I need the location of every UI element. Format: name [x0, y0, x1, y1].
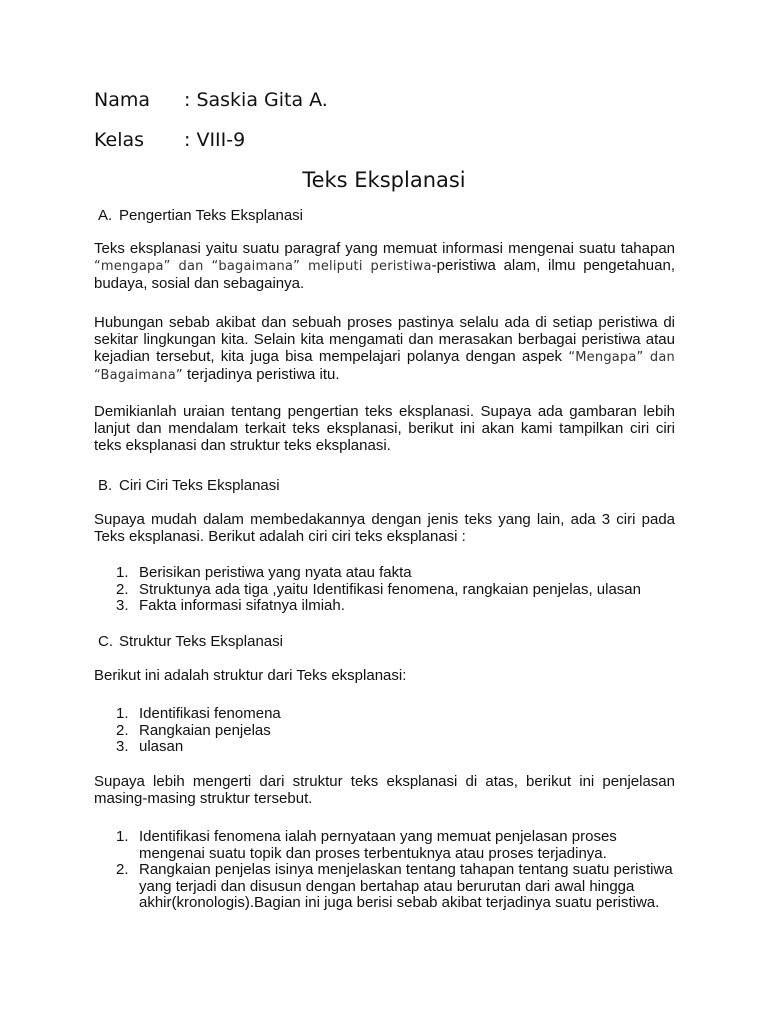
list-item: [116, 829, 676, 862]
student-name-row: [94, 89, 328, 111]
quoted-text: “Mengapa” dan “Bagaimana”: [94, 350, 675, 383]
list-item-text: Identifikasi fenomena: [139, 705, 281, 722]
list-number: 1.: [116, 705, 129, 722]
list-number: 3.: [116, 738, 129, 755]
class-value: : VIII-9: [184, 129, 246, 151]
list-item: [116, 739, 676, 756]
list-item-text: Rangkaian penjelas: [139, 721, 271, 739]
list-item: [116, 565, 676, 582]
paragraph-explanation-intro: Supaya lebih mengerti dari struktur teks eksplanasi di atas, berikut ini penjelasan masing-masing struktur tersebut.: [94, 773, 675, 807]
list-item: [116, 723, 676, 740]
paragraph-cause-effect: [94, 314, 675, 384]
list-item-text: Fakta informasi sifatnya ilmiah.: [139, 597, 345, 614]
section-a-heading: [98, 207, 303, 224]
paragraph-characteristics-intro: Supaya mudah dalam membedakannya dengan jenis teks yang lain, ada 3 ciri pada Teks eksplanasi. Berikut adalah ciri ciri teks eksplanasi :: [94, 511, 675, 545]
list-number: 2.: [116, 721, 129, 739]
paragraph-text: -peristiwa alam, ilmu pengetahuan, budaya, sosial dan sebagainya.: [94, 257, 675, 292]
student-class-row: [94, 129, 245, 151]
section-a-mark: A.: [98, 207, 113, 224]
paragraph-definition: [94, 240, 675, 292]
structure-explanation-list: [116, 829, 676, 912]
paragraph-text: Teks eksplanasi yaitu suatu paragraf yang memuat informasi mengenai suatu tahapan: [94, 240, 675, 257]
list-number: 1.: [116, 564, 129, 581]
name-value: : Saskia Gita A.: [184, 89, 328, 111]
section-a-title: Pengertian Teks Eksplanasi: [119, 207, 303, 224]
list-item-text: ulasan: [139, 738, 184, 755]
paragraph-conclusion: Demikianlah uraian tentang pengertian teks eksplanasi. Supaya ada gambaran lebih lanjut dan mendalam terkait teks eksplanasi, berikut ini akan kami tampilkan ciri ciri teks eksplanasi dan struktur teks eksplanasi.: [94, 403, 675, 454]
list-number: 3.: [116, 597, 129, 614]
section-b-heading: [98, 477, 280, 494]
section-c-heading: [98, 633, 283, 650]
list-item: [116, 598, 676, 615]
list-item: [116, 706, 676, 723]
section-c-mark: C.: [98, 633, 113, 650]
paragraph-text: terjadinya peristiwa itu.: [182, 366, 340, 383]
list-item: [116, 862, 676, 912]
quoted-text: “mengapa” dan “bagaimana” meliputi peristiwa: [94, 259, 432, 274]
paragraph-text: Hubungan sebab akibat dan sebuah proses pastinya selalu ada di setiap peristiwa di sekitar lingkungan kita. Selain kita mengamati dan merasakan berbagai peristiwa atau kejadian tersebut, kita juga bisa mempelajari polanya dengan aspek: [94, 314, 675, 365]
name-label: Nama: [94, 89, 151, 111]
list-number: 2.: [116, 861, 129, 878]
list-item-text: Berisikan peristiwa yang nyata atau fakta: [139, 564, 412, 581]
paragraph-structure-intro: Berikut ini adalah struktur dari Teks eksplanasi:: [94, 667, 407, 684]
list-number: 2.: [116, 580, 129, 598]
document-title: Teks Eksplanasi: [302, 168, 466, 192]
section-b-mark: B.: [98, 477, 113, 494]
characteristics-list: [116, 565, 676, 615]
class-label: Kelas: [94, 129, 145, 151]
list-item-text: Identifikasi fenomena ialah pernyataan yang memuat penjelasan proses mengenai suatu topik dan proses terbentuknya atau proses terjadinya.: [139, 828, 617, 862]
list-number: 1.: [116, 828, 129, 845]
list-item-text: Struktunya ada tiga ,yaitu Identifikasi fenomena, rangkaian penjelas, ulasan: [139, 580, 641, 598]
list-item-text: Rangkaian penjelas isinya menjelaskan tentang tahapan tentang suatu peristiwa yang terjadi dan disusun dengan bertahap atau berurutan dari awal hingga akhir(kronologis).Bagian ini juga berisi sebab akibat terjadinya suatu peristiwa.: [139, 861, 673, 911]
list-item: [116, 582, 676, 599]
section-c-title: Struktur Teks Eksplanasi: [119, 633, 283, 650]
structure-list: [116, 706, 676, 756]
section-b-title: Ciri Ciri Teks Eksplanasi: [119, 477, 280, 494]
